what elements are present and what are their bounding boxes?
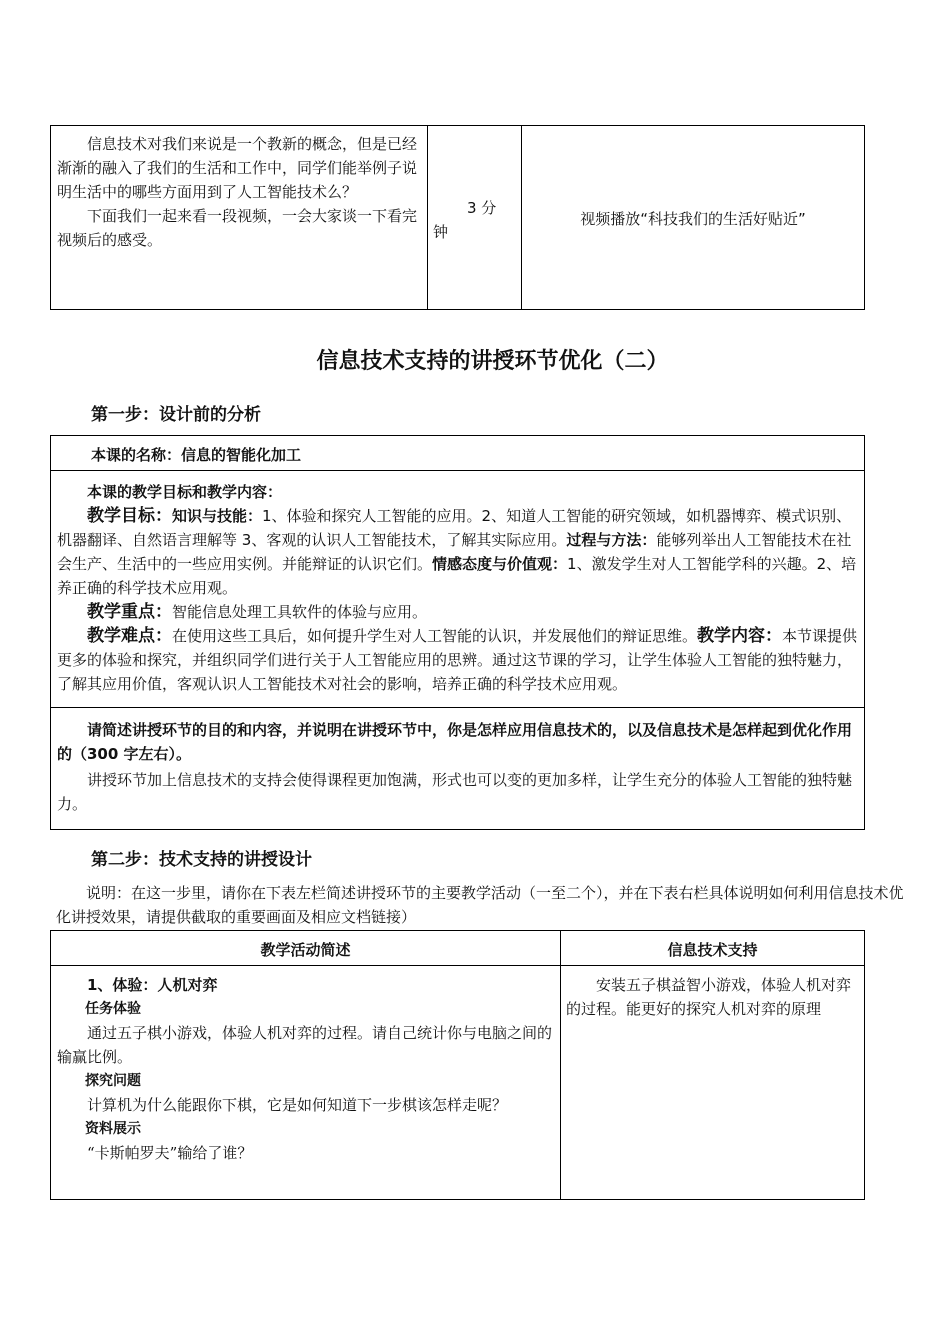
task-text: 通过五子棋小游戏，体验人机对弈的过程。请自己统计你与电脑之间的输赢比例。 [57, 1024, 553, 1066]
step2-heading: 第二步：技术支持的讲授设计 [91, 850, 312, 870]
explore-label: 探究问题 [85, 1073, 141, 1089]
analysis-table [50, 435, 865, 830]
step1-heading: 第一步：设计前的分析 [91, 405, 261, 425]
step2-note: 说明：在这一步里，请你在下表左栏简述讲授环节的主要教学活动（一至二个），并在下表右栏具体说明如何利用信息技术优化讲授效果，请提供截取的重要画面及相应文档链接） [56, 884, 904, 926]
key-text: 智能信息处理工具软件的体验与应用。 [172, 603, 428, 621]
activity-cell [57, 973, 553, 1165]
emotion-label: 情感态度与价值观： [432, 555, 568, 573]
emotion-text: 1、激发学生对人工智能学科的兴趣。2、培养正确的科学技术应用观。 [57, 555, 857, 597]
difficulty-label: 教学难点： [87, 626, 172, 646]
key-paragraph [57, 600, 859, 624]
explore-text: 计算机为什么能跟你下棋，它是如何知道下一步棋该怎样走呢？ [87, 1096, 508, 1114]
top-table [50, 125, 865, 310]
section-title: 信息技术支持的讲授环节优化（二） [316, 349, 669, 374]
goals-heading: 本课的教学目标和教学内容： [87, 483, 283, 501]
col-divider [560, 931, 561, 1199]
header-divider [51, 965, 864, 966]
support-text: 安装五子棋益智小游戏，体验人机对弈的过程。能更好的探究人机对弈的原理 [566, 976, 852, 1018]
process-text: 能够列举出人工智能技术在社会生产、生活中的一些应用实例。并能辩证的认识它们。 [57, 531, 852, 573]
task-label: 任务体验 [85, 1001, 141, 1017]
question-text: 请简述讲授环节的目的和内容，并说明在讲授环节中，你是怎样应用信息技术的，以及信息技术是怎样起到优化作用的（300 字左右）。 [57, 721, 853, 763]
content-text: 本节课提供更多的体验和探究，并组织同学们进行关于人工智能应用的思辨。通过这节课的学习，让学生体验人工智能的独特魅力，了解其应用价值，客观认识人工智能技术对社会的影响，培养正确的科学技术应用观。 [57, 627, 858, 693]
goal-label: 教学目标： [87, 506, 172, 526]
support-cell [566, 973, 858, 1021]
content-label: 教学内容： [697, 626, 783, 646]
knowledge-text: 1、体验和探究人工智能的应用。2、知道人工智能的研究领域，如机器博弈、模式识别、机器翻译、自然语言理解等 3、客观的认识人工智能技术，了解其实际应用。 [57, 507, 852, 549]
col-divider [521, 126, 522, 309]
design-table [50, 930, 865, 1200]
activity-title: 1、体验：人机对弈 [87, 976, 218, 994]
difficulty-text: 在使用这些工具后，如何提升学生对人工智能的认识，并发展他们的辩证思维。 [172, 627, 698, 645]
row-divider [51, 470, 864, 471]
col-divider [427, 126, 428, 309]
goal-paragraph [57, 504, 859, 600]
row-divider [51, 707, 864, 708]
time-value: 3 分 [467, 199, 497, 217]
media-cell [523, 208, 863, 229]
material-text: “卡斯帕罗夫”输给了谁？ [87, 1144, 253, 1162]
time-cell [431, 196, 519, 244]
material-label: 资料展示 [85, 1121, 141, 1137]
intro-paragraph-1: 信息技术对我们来说是一个教新的概念，但是已经渐渐的融入了我们的生活和工作中，同学们能举例子说明生活中的哪些方面用到了人工智能技术么？ [57, 135, 418, 201]
header-support: 信息技术支持 [667, 941, 758, 959]
answer-text: 讲授环节加上信息技术的支持会使得课程更加饱满，形式也可以变的更加多样，让学生充分的体验人工智能的独特魅力。 [57, 771, 853, 813]
time-unit: 钟 [433, 223, 449, 241]
header-activity: 教学活动简述 [260, 941, 351, 959]
course-name: 本课的名称：信息的智能化加工 [91, 446, 302, 464]
key-label: 教学重点： [87, 602, 172, 622]
difficulty-paragraph [57, 624, 859, 696]
intro-cell [57, 132, 419, 252]
process-label: 过程与方法： [566, 531, 657, 549]
video-note: 视频播放“科技我们的生活好贴近” [580, 210, 806, 228]
question-cell [57, 718, 859, 816]
knowledge-label: 知识与技能： [172, 507, 263, 525]
goals-cell [57, 480, 859, 696]
intro-paragraph-2: 下面我们一起来看一段视频，一会大家谈一下看完视频后的感受。 [57, 207, 418, 249]
